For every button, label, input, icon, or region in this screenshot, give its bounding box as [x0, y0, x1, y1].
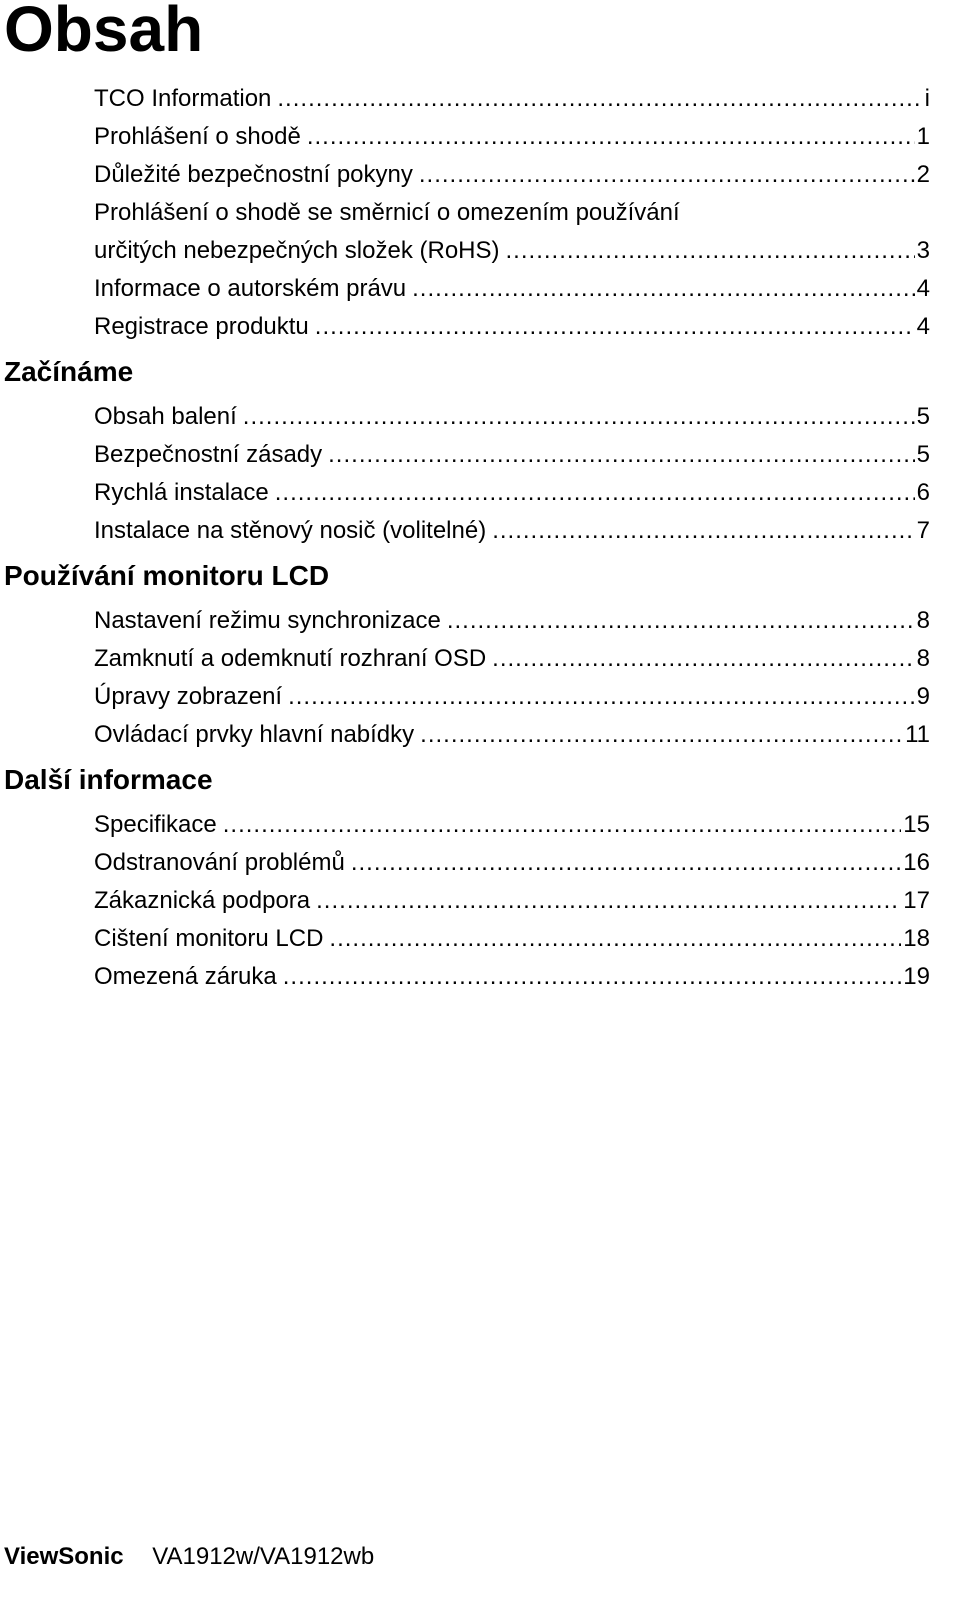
toc-entry-page: 8 — [916, 607, 930, 634]
dot-leader — [492, 512, 914, 550]
dot-leader — [223, 806, 902, 844]
toc-entry-page: 9 — [916, 683, 930, 710]
toc-entry-page: 5 — [916, 403, 930, 430]
dot-leader — [283, 958, 902, 996]
dot-leader — [329, 920, 901, 958]
toc-entry-rychla-instalace[interactable] — [94, 474, 930, 512]
toc-entry-registrace-produktu[interactable] — [94, 308, 930, 346]
toc-entry-page: 15 — [903, 811, 930, 838]
toc-entry-title: Úpravy zobrazení — [94, 683, 283, 710]
toc-entry-prohlaseni-o-shode[interactable] — [94, 118, 930, 156]
toc-entry-specifikace[interactable] — [94, 806, 930, 844]
toc-entry-omezena-zaruka[interactable] — [94, 958, 930, 996]
table-of-contents — [0, 80, 960, 996]
toc-entry-page: 8 — [916, 645, 930, 672]
dot-leader — [351, 844, 901, 882]
dot-leader — [420, 716, 903, 754]
toc-entry-page: 3 — [916, 237, 930, 264]
toc-entry-title: Informace o autorském právu — [94, 275, 407, 302]
toc-entry-title: Rychlá instalace — [94, 479, 269, 506]
toc-entry-title: Ovládací prvky hlavní nabídky — [94, 721, 415, 748]
toc-entry-page: 11 — [905, 721, 930, 748]
toc-entry-page: 17 — [903, 887, 930, 914]
toc-entry-title: Odstranování problémů — [94, 849, 345, 876]
footer-brand: ViewSonic — [4, 1543, 124, 1570]
dot-leader — [412, 270, 915, 308]
dot-leader — [307, 118, 915, 156]
toc-entry-page: 16 — [903, 849, 930, 876]
dot-leader — [492, 640, 914, 678]
toc-entry-title: Prohlášení o shodě — [94, 123, 301, 150]
toc-entry-informace-o-autorskem-pravu[interactable] — [94, 270, 930, 308]
toc-entry-page: 7 — [916, 517, 930, 544]
toc-entry-instalace-na-stenovy-nosic[interactable] — [94, 512, 930, 550]
section-heading-pouzivani-monitoru-lcd[interactable]: Používání monitoru LCD — [4, 560, 330, 591]
footer-model: VA1912w/VA1912wb — [152, 1543, 375, 1570]
toc-entry-cisteni-monitoru-lcd[interactable] — [94, 920, 930, 958]
toc-entry-title: Omezená záruka — [94, 963, 277, 990]
dot-leader — [447, 602, 915, 640]
toc-entry-title: určitých nebezpečných složek (RoHS) — [94, 237, 500, 264]
toc-entry-odstranovani-problemu[interactable] — [94, 844, 930, 882]
toc-entry-upravy-zobrazeni[interactable] — [94, 678, 930, 716]
dot-leader — [288, 678, 915, 716]
dot-leader — [315, 308, 915, 346]
toc-entry-title: Cištení monitoru LCD — [94, 925, 324, 952]
dot-leader — [277, 80, 922, 118]
toc-entry-title: Prohlášení o shodě se směrnicí o omezením používání — [94, 199, 680, 226]
toc-entry-page: i — [924, 85, 930, 112]
toc-entry-page: 4 — [916, 313, 930, 340]
toc-entry-title: Registrace produktu — [94, 313, 309, 340]
dot-leader — [328, 436, 915, 474]
toc-entry-title: Specifikace — [94, 811, 217, 838]
toc-entry-title: Důležité bezpečnostní pokyny — [94, 161, 413, 188]
toc-entry-page: 4 — [916, 275, 930, 302]
dot-leader — [243, 398, 915, 436]
toc-entry-title: Zákaznická podpora — [94, 887, 311, 914]
toc-entry-title: TCO Information — [94, 85, 272, 112]
toc-entry-rohs-line1[interactable] — [94, 194, 930, 232]
toc-entry-bezpecnostni-zasady[interactable] — [94, 436, 930, 474]
section-heading-dalsi-informace[interactable]: Další informace — [4, 764, 213, 795]
dot-leader — [316, 882, 901, 920]
dot-leader — [275, 474, 915, 512]
toc-entry-page: 1 — [916, 123, 930, 150]
toc-entry-page: 18 — [903, 925, 930, 952]
toc-entry-nastaveni-rezimu-synchronizace[interactable] — [94, 602, 930, 640]
toc-entry-zamknuti-a-odemknuti-osd[interactable] — [94, 640, 930, 678]
dot-leader — [419, 156, 915, 194]
toc-entry-title: Zamknutí a odemknutí rozhraní OSD — [94, 645, 487, 672]
toc-entry-page: 2 — [916, 161, 930, 188]
toc-entry-zakaznicka-podpora[interactable] — [94, 882, 930, 920]
dot-leader — [506, 232, 915, 270]
toc-entry-tco-information[interactable] — [94, 80, 930, 118]
toc-entry-dulezite-bezpecnostni-pokyny[interactable] — [94, 156, 930, 194]
page-title: Obsah — [4, 0, 204, 65]
toc-entry-page: 5 — [916, 441, 930, 468]
section-heading-zaciname[interactable]: Začínáme — [4, 356, 134, 387]
toc-entry-obsah-baleni[interactable] — [94, 398, 930, 436]
toc-entry-rohs-line2[interactable] — [94, 232, 930, 270]
toc-entry-ovladaci-prvky-hlavni-nabidky[interactable] — [94, 716, 930, 754]
toc-entry-title: Bezpečnostní zásady — [94, 441, 323, 468]
toc-entry-page: 19 — [903, 963, 930, 990]
toc-entry-title: Nastavení režimu synchronizace — [94, 607, 441, 634]
page-footer — [4, 1541, 374, 1573]
toc-entry-page: 6 — [916, 479, 930, 506]
toc-entry-title: Instalace na stěnový nosič (volitelné) — [94, 517, 487, 544]
toc-entry-title: Obsah balení — [94, 403, 237, 430]
